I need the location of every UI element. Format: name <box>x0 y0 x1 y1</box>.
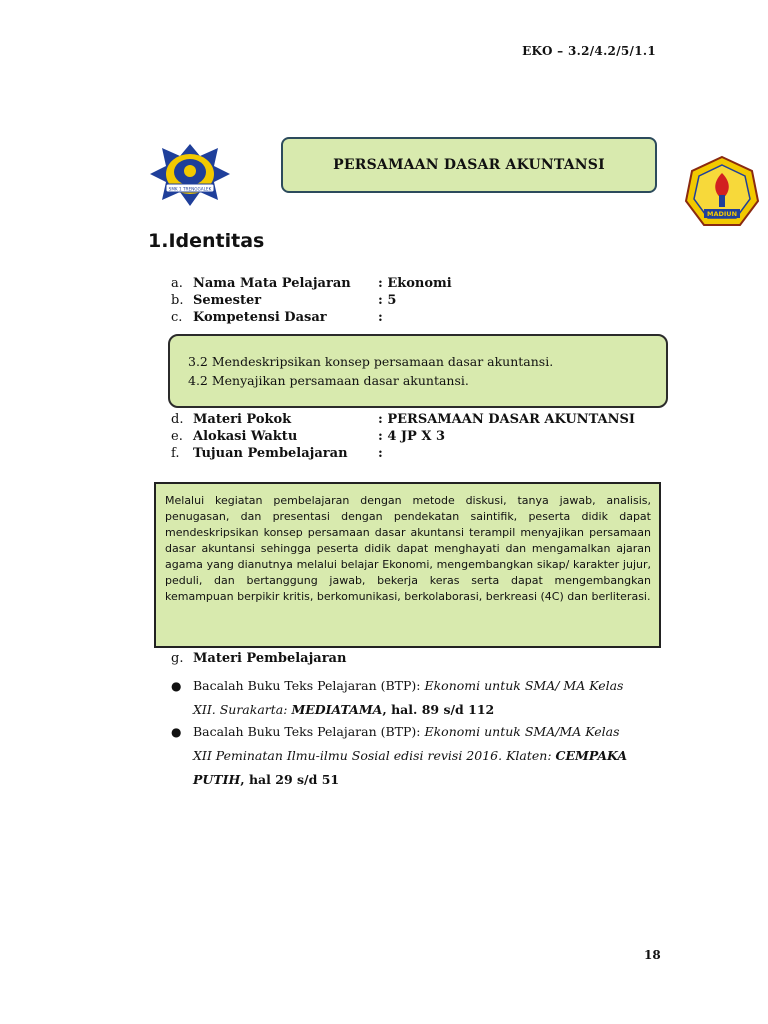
bullet-icon: ● <box>171 679 182 693</box>
page-number: 18 <box>644 948 661 962</box>
document-code: EKO – 3.2/4.2/5/1.1 <box>522 44 656 58</box>
list-item: ● Bacalah Buku Teks Pelajaran (BTP): Ekonomi untuk SMA/ MA Kelas XII. Surakarta: MEDIATAMA, hal. 89 s/d 112 <box>171 674 641 722</box>
materi-heading: g. Materi Pembelajaran <box>171 651 347 666</box>
kompetensi-item: 4.2 Menyajikan persamaan dasar akuntansi. <box>188 373 469 388</box>
tujuan-pembelajaran-box <box>154 482 661 648</box>
school-emblem-icon <box>148 142 232 208</box>
bullet-icon: ● <box>171 725 182 739</box>
title-box <box>281 137 657 193</box>
kompetensi-dasar-box <box>168 334 668 408</box>
madiun-emblem-icon <box>682 155 762 231</box>
document-title: PERSAMAAN DASAR AKUNTANSI <box>333 157 605 173</box>
kompetensi-item: 3.2 Mendeskripsikan konsep persamaan dasar akuntansi. <box>188 354 554 369</box>
tujuan-text: Melalui kegiatan pembelajaran dengan metode diskusi, tanya jawab, analisis, penugasan, dan presentasi dengan pendekatan saintifik, peserta didik dapat mendeskripsikan konsep persamaan dasar akuntansi terampil menyajikan persamaan dasar akuntansi sehingga peserta didik dapat menghayati dan mengamalkan ajaran agama yang dianutnya melalui belajar Ekonomi, mengembangkan sikap/ karakter jujur, peduli, dan bertanggung jawab, bekerja keras serta dapat mengembangkan kemampuan berpikir kritis, berkomunikasi, berkolaborasi, berkreasi (4C) dan berliterasi. <box>165 494 651 603</box>
section-heading: 1.Identitas <box>148 230 265 252</box>
left-logo-banner: SMK 1 TRENGGALEK <box>168 186 212 192</box>
right-logo-banner: MADIUN <box>706 210 738 218</box>
list-item: ● Bacalah Buku Teks Pelajaran (BTP): Ekonomi untuk SMA/MA Kelas XII Peminatan Ilmu-ilmu Sosial edisi revisi 2016. Klaten: CEMPAKA PUTIH, hal 29 s/d 51 <box>171 720 641 792</box>
